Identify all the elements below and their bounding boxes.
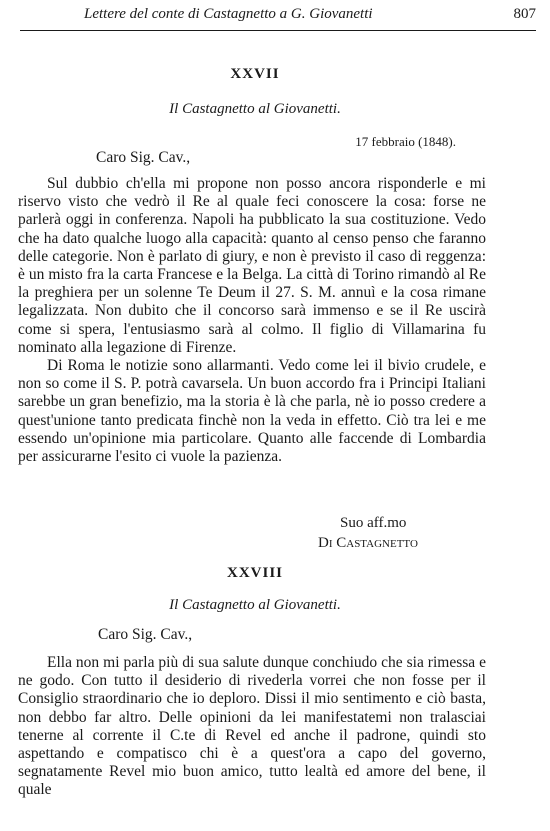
salutation: Caro Sig. Cav.,: [96, 149, 191, 166]
closing: Suo aff.mo: [340, 515, 407, 531]
salutation: Caro Sig. Cav.,: [98, 626, 193, 643]
letter-date: 17 febbraio (1848).: [355, 134, 456, 149]
paragraph: Sul dubbio ch'ella mi propone non posso ancora risponderle e mi riservo visto che vedrò il Re al quale feci conoscere la cosa: forse ne parlerà oggi in conferenza. Napoli ha pubblicato la sua costituzione. Vedo che ha dato qualche luogo alla capacità: quanto al censo penso che faranno delle categorie. Non è parlato di giury, e non è previsto il caso di reggenza: è un misto fra la carta Francese e la Belga. La città di Torino rimandò al Re la preghiera per un solenne Te Deum il 27. S. M. annuì e la cosa rimane legalizzata. Non dubito che il concorso sarà immenso e se il Re uscirà come si spera, l'entusiasmo sarà al colmo. Il figlio di Villamarina fu nominato alla legazione di Firenze.: [18, 175, 486, 356]
running-title: Lettere del conte di Castagnetto a G. Giovanetti: [84, 6, 373, 22]
letter-body: [18, 175, 486, 466]
page-header: [20, 6, 536, 28]
letter-subtitle: Il Castagnetto al Giovanetti.: [169, 101, 341, 117]
page-number: 807: [513, 6, 536, 22]
paragraph: Ella non mi parla più di sua salute dunque conchiudo che sia rimessa e ne godo. Con tutto il desiderio di rivederla vorrei che non fosse per il Consiglio straordinario che io deploro. Dissi il mio sentimento e ciò basta, non debbo far altro. Delle opinioni da lei manifestatemi non tralasciai tenerne al corrente il C.te di Revel ed anche il padrone, quindi sto aspettando e compatisco chi è a quest'ora a capo del governo, segnatamente Revel mio buon amico, tutto lealtà ed amore del bene, il quale: [18, 654, 486, 799]
paragraph: Di Roma le notizie sono allarmanti. Vedo come lei il bivio crudele, e non so come il S. P. potrà cavarsela. Un buon accordo fra i Principi Italiani sarebbe un gran benefizio, ma la storia è là che parla, nè io posso credere a quest'unione tanto predicata finchè non la veda in effetto. Ciò tra lei e me essendo un'opinione mia particolare. Quanto alle faccende di Lombardia per assicurarne l'esito ci vuole la pazienza.: [18, 357, 486, 466]
header-rule: [20, 30, 536, 31]
signature: Di Castagnetto: [318, 535, 418, 551]
letter-number: XXVII: [230, 66, 280, 82]
letter-subtitle: Il Castagnetto al Giovanetti.: [169, 597, 341, 613]
letter-body: [18, 654, 486, 800]
letter-number: XXVIII: [226, 565, 283, 581]
